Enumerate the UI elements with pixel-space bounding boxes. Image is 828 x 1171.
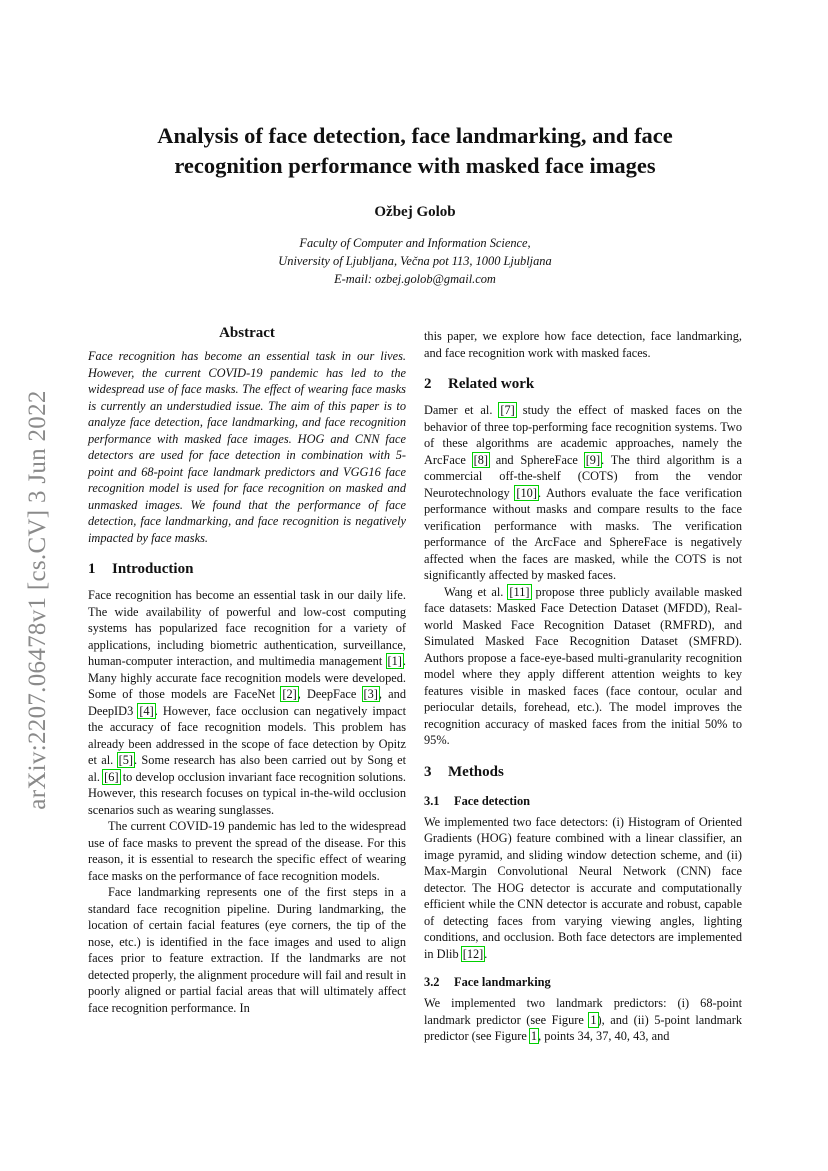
author-name: Ožbej Golob [374,204,456,220]
citation-link[interactable]: [3] [363,687,378,701]
text-run: study the effect of masked faces on the behavior of three top-performing face recognition systems. Two of these algorithms are academic approaches, namely the ArcFace [424,403,742,467]
subsection-title: Face landmarking [454,975,551,989]
citation-link[interactable]: [10] [516,485,537,500]
intro-paragraph-2: The current COVID-19 pandemic has led to the widespread use of face masks to prevent the spread of the disease. For this reason, it is essential to research the specific effect of wearing face masks on the performance of face recognition models. [88,819,406,883]
citation-link[interactable]: [6] [104,769,119,784]
intro-paragraph-3-continued: this paper, we explore how face detection, face landmarking, and face recognition work with masked faces. [424,329,742,360]
text-run: . However, face occlusion can negatively impact the accuracy of face recognition models. This problem has already been addressed in the scope of face detection by Opitz et al. [88,703,407,767]
text-run: Face recognition has become an essential task in our daily life. The wide availability of powerful and low-cost computing systems has popularized face recognition for a variety of applications, including biometric authentication, surveillance, human-computer interaction, and multimedia management [88,588,406,668]
text-run: . [484,946,488,961]
text-run: . Some research has also been carried out by Song et al. [88,753,407,784]
section-heading-introduction [88,560,406,578]
subsection-number: 3.2 [424,975,440,989]
text-run: ), and (ii) 5-point landmark predictor (see Figure [424,1012,742,1043]
section-number: 1 [88,561,96,577]
section-title: Related work [448,376,535,392]
section-heading-related-work [424,375,742,393]
text-run: , and DeepID3 [88,687,406,718]
text-run: . The third algorithm is a commercial off-the-shelf (COTS) from the vendor Neurotechnology [424,452,742,500]
text-run: We implemented two landmark predictors: (i) 68-point landmark predictor (see Figure [424,996,742,1027]
citation-link[interactable]: [11] [509,584,530,599]
affiliation-line: Faculty of Computer and Information Science, [299,236,531,250]
citation-link[interactable]: [8] [473,452,488,467]
intro-paragraph-1 [88,587,406,818]
citation-link[interactable]: [7] [500,403,515,417]
paper-title: Analysis of face detection, face landmarking, and face recognition performance with masked face images [157,123,673,178]
abstract-heading: Abstract [219,325,275,341]
text-run: We implemented two face detectors: (i) Histogram of Oriented Gradients (HOG) feature combined with a linear classifier, an image pyramid, and sliding window detection scheme, and (ii) Max-Margin Convolutional Neural Network (CNN) face detector. The HOG detector is accurate and computationally efficient while the CNN detector is accurate and robust, capable of detecting faces from varying viewing angles, lighting conditions, and occlusion. Both face detectors are implemented in Dlib [424,814,742,961]
citation-link[interactable]: [4] [139,703,154,718]
text-run: , DeepFace [297,687,363,701]
citation-link[interactable]: [1] [387,654,402,668]
text-run: . Many highly accurate face recognition models were developed. Some of those models are FaceNet [88,654,406,701]
figure-link[interactable]: 1 [590,1012,597,1027]
abstract-text: Face recognition has become an essential task in our lives. However, the current COVID-19 pandemic has led to the widespread use of face masks. The effect of wearing face masks is currently an understudied issue. The aim of this paper is to analyze face detection, face landmarking, and face recognition performance with masked face images. HOG and CNN face detectors are used for face detection in combination with 5-point and 68-point face landmark predictors and VGG16 face recognition model is used for face recognition on masked and unmasked images. We found that the performance of face detection, face landmarking, and face recognition is negatively impacted by face masks. [88,349,406,545]
intro-paragraph-3: Face landmarking represents one of the first steps in a standard face recognition pipeline. During landmarking, the location of certain facial features (eye corners, the tip of the nose, etc.) is identified in the face images and used to align faces prior to feature extraction. If the landmarks are not detected properly, the alignment procedure will fail and result in poorly aligned or partial facial areas that will ultimately affect face recognition performance. In [88,885,406,1015]
section-number: 2 [424,376,432,392]
right-column [424,328,742,1045]
figure-link[interactable]: 1 [530,1029,538,1043]
text-run: and SphereFace [488,452,585,467]
citation-link[interactable]: [2] [282,687,297,701]
text-run: propose three publicly available masked face datasets: Masked Face Detection Dataset (MFDD), Real-world Masked Face Recognition Dataset (RMFRD), and Simulated Masked Face Recognition Dataset (SMFRD). Authors propose a face-eye-based multi-granularity recognition model where they apply different attention weights to key features visible in masked faces (face contour, ocular and periocular details, forehead, etc.). The model improves the recognition accuracy of masked faces from the initial 50% to 95%. [424,584,742,747]
subsection-title: Face detection [454,793,531,808]
left-column [88,324,406,1016]
text-run: . Authors evaluate the face verification performance without masks and compare results to the face verification performance with masks. The verification performance of the ArcFace and SphereFace is negatively affected when the faces are masked, while the COTS is not significantly affected by masked faces. [424,485,743,582]
subsection-heading-face-detection [424,793,742,809]
text-run: , points 34, 37, 40, 43, and [538,1029,670,1043]
arxiv-identifier: arXiv:2207.06478v1 [cs.CV] 3 Jun 2022 [24,390,51,810]
section-number: 3 [424,763,432,780]
text-run: to develop occlusion invariant face recognition solutions. However, this research focuses on typical in-the-wild occlusion scenarios such as wearing sunglasses. [88,769,407,817]
section-title: Methods [448,763,504,780]
text-run: Wang et al. [444,584,509,599]
affiliation [110,234,720,288]
citation-link[interactable]: [5] [118,753,133,767]
section-title: Introduction [112,561,194,577]
subsection-number: 3.1 [424,793,440,808]
related-paragraph-2 [424,584,742,749]
subsection-heading-face-landmarking [424,974,742,990]
citation-link[interactable]: [12] [462,946,484,961]
citation-link[interactable]: [9] [585,452,601,467]
related-paragraph-1 [424,402,742,584]
face-detection-paragraph [424,814,742,963]
affiliation-line: University of Ljubljana, Večna pot 113, 1000 Ljubljana [278,254,552,268]
face-landmarking-paragraph [424,995,742,1045]
section-heading-methods [424,763,742,781]
text-run: Damer et al. [424,403,500,417]
affiliation-email: E-mail: ozbej.golob@gmail.com [334,272,496,286]
